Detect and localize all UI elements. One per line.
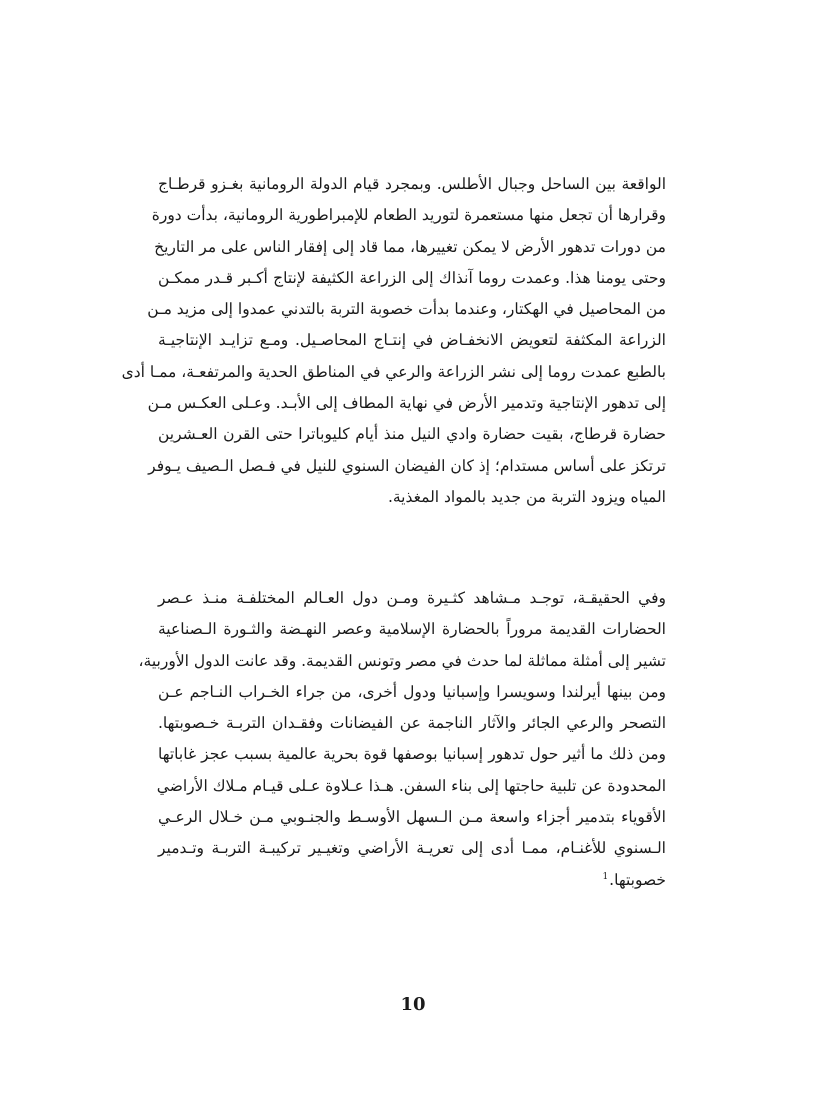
text-line: ومن بينها أيرلندا وسويسرا وإسبانيا ودول أخرى، من جراء الخـراب النـاجم عـن [158, 682, 666, 701]
text-line-last [158, 865, 666, 896]
paragraph-2 [138, 583, 667, 896]
paragraph-1 [121, 169, 666, 513]
text-line: التصحر والرعي الجائر والآثار الناجمة عن الفيضانات وفقـدان التربـة خـصوبتها. [158, 714, 667, 733]
text-line: الـسنوي للأغنـام، ممـا أدى إلى تعريـة الأراضي وتغيـير تركيبـة التربـة وتـدمير [158, 839, 666, 858]
text-line: من المحاصيل في الهكتار، وعندما بدأت خصوبة التربة بالتدني عمدوا إلى مزيد مـن [147, 300, 666, 319]
text-line: وحتى يومنا هذا. وعمدت روما آنذاك إلى الزراعة الكثيفة لإنتاج أكـبر قـدر ممكـن [158, 268, 666, 287]
text-line: بالطبع عمدت روما إلى نشر الزراعة والرعي في المناطق الحدية والمرتفعـة، ممـا أدى [121, 362, 666, 381]
text-line: تشير إلى أمثلة مماثلة لما حدث في مصر وتونس القديمة. وقد عانت الدول الأوربية، [138, 651, 666, 670]
text-line: الأقوياء بتدمير أجزاء واسعة مـن الـسهل الأوسـط والجنـوبي مـن خـلال الرعـي [158, 808, 666, 827]
text-line: الواقعة بين الساحل وجبال الأطلس. وبمجرد قيام الدولة الرومانية بغـزو قرطـاج [158, 175, 666, 193]
text-line: المياه ويزود التربة من جديد بالمواد المغذية. [387, 487, 666, 506]
text-line-content: خصوبتها. [609, 870, 666, 889]
text-line: إلى تدهور الإنتاجية وتدمير الأرض في نهاية المطاف إلى الأبـد. وعـلى العكـس مـن [147, 394, 666, 413]
text-line: وقرارها أن تجعل منها مستعمرة لتوريد الطعام للإمبراطورية الرومانية، بدأت دورة [151, 206, 666, 225]
text-line: وفي الحقيقـة، توجـد مـشاهد كثـيرة ومـن دول العـالم المختلفـة منـذ عـصر [158, 589, 666, 607]
text-line: المحدودة عن تلبية حاجتها إلى بناء السفن. هـذا عـلاوة عـلى قيـام مـلاك الأراضي [156, 776, 666, 795]
text-line: من دورات تدهور الأرض لا يمكن تغييرها، مما قاد إلى إفقار الناس على مر التاريخ [154, 237, 666, 256]
text-line: الحضارات القديمة مروراً بالحضارة الإسلامية وعصر النهـضة والثـورة الـصناعية [158, 620, 666, 639]
text-line: الزراعة المكثفة لتعويض الانخفـاض في إنتـاج المحاصـيل. ومـع تزايـد الإنتاجيـة [158, 331, 666, 350]
page-number: 10 [400, 994, 426, 1015]
footnote-reference[interactable]: 1 [602, 871, 609, 882]
text-line: ترتكز على أساس مستدام؛ إذ كان الفيضان السنوي للنيل في فـصل الـصيف يـوفر [148, 456, 666, 475]
text-line: حضارة قرطاج، بقيت حضارة وادي النيل منذ أيام كليوباترا حتى القرن العـشرين [158, 425, 666, 444]
text-line: ومن ذلك ما أثير حول تدهور إسبانيا بوصفها قوة بحرية عالمية بسبب عجز غاباتها [158, 745, 666, 764]
